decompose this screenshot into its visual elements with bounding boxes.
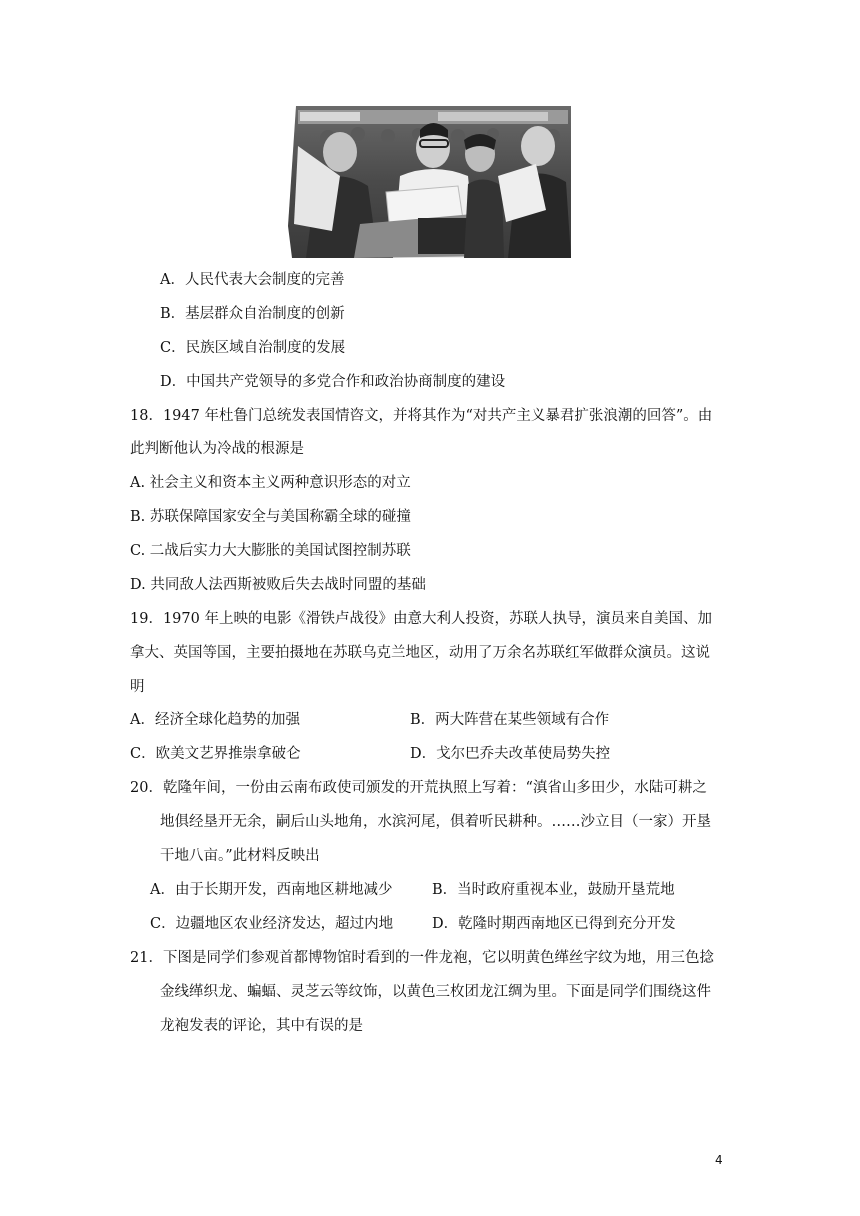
q21-stem-line-2: 金线缂织龙、蝙蝠、灵芝云等纹饰，以黄色三枚团龙江绸为里。下面是同学们围绕这件 bbox=[160, 984, 711, 1000]
q21-stem-line-3: 龙袍发表的评论，其中有误的是 bbox=[160, 1018, 363, 1034]
q19-option-b: B．两大阵营在某些领域有合作 bbox=[410, 712, 610, 728]
q20-option-d: D．乾隆时期西南地区已得到充分开发 bbox=[432, 916, 676, 932]
q18-stem-line-2: 此判断他认为冷战的根源是 bbox=[130, 441, 304, 457]
q20-option-b: B．当时政府重视本业，鼓励开垦荒地 bbox=[432, 882, 675, 898]
q17-option-c: C．民族区域自治制度的发展 bbox=[160, 340, 346, 356]
q18-option-d: D. 共同敌人法西斯被败后失去战时同盟的基础 bbox=[130, 577, 426, 593]
q17-option-b: B．基层群众自治制度的创新 bbox=[160, 306, 345, 322]
q20-stem-line-2: 地俱经垦开无余，嗣后山头地角，水滨河尾，俱着听民耕种。……沙立目（一家）开垦 bbox=[160, 814, 711, 830]
q20-option-a: A．由于长期开发，西南地区耕地减少 bbox=[150, 882, 393, 898]
q18-option-b: B. 苏联保障国家安全与美国称霸全球的碰撞 bbox=[130, 509, 411, 525]
q18-stem-line-1: 18．1947 年杜鲁门总统发表国情咨文，并将其作为“对共产主义暴君扩张浪潮的回答”。由 bbox=[130, 408, 713, 424]
q17-option-d: D．中国共产党领导的多党合作和政治协商制度的建设 bbox=[160, 374, 506, 390]
q19-option-c: C．欧美文艺界推崇拿破仑 bbox=[130, 746, 301, 762]
q19-stem-line-3: 明 bbox=[130, 679, 145, 695]
page-number: 4 bbox=[715, 1153, 723, 1167]
q19-option-d: D．戈尔巴乔夫改革使局势失控 bbox=[410, 746, 611, 762]
q19-stem-line-1: 19．1970 年上映的电影《滑铁卢战役》由意大利人投资，苏联人执导，演员来自美国、加 bbox=[130, 611, 712, 627]
q20-stem-line-1: 20．乾隆年间，一份由云南布政使司颁发的开荒执照上写着：“滇省山多田少，水陆可耕之 bbox=[130, 780, 707, 796]
q18-option-a: A. 社会主义和资本主义两种意识形态的对立 bbox=[130, 475, 411, 491]
q21-stem-line-1: 21．下图是同学们参观首都博物馆时看到的一件龙袍，它以明黄色缂丝字纹为地，用三色捻 bbox=[130, 950, 714, 966]
q20-stem-line-3: 干地八亩。”此材料反映出 bbox=[160, 848, 320, 864]
q17-option-a: A．人民代表大会制度的完善 bbox=[160, 272, 345, 288]
election-photo bbox=[288, 106, 571, 258]
q19-option-a: A．经济全球化趋势的加强 bbox=[130, 712, 300, 728]
q18-option-c: C. 二战后实力大大膨胀的美国试图控制苏联 bbox=[130, 543, 411, 559]
q19-stem-line-2: 拿大、英国等国，主要拍摄地在苏联乌克兰地区，动用了万余名苏联红军做群众演员。这说 bbox=[130, 645, 710, 661]
q20-option-c: C．边疆地区农业经济发达，超过内地 bbox=[150, 916, 394, 932]
